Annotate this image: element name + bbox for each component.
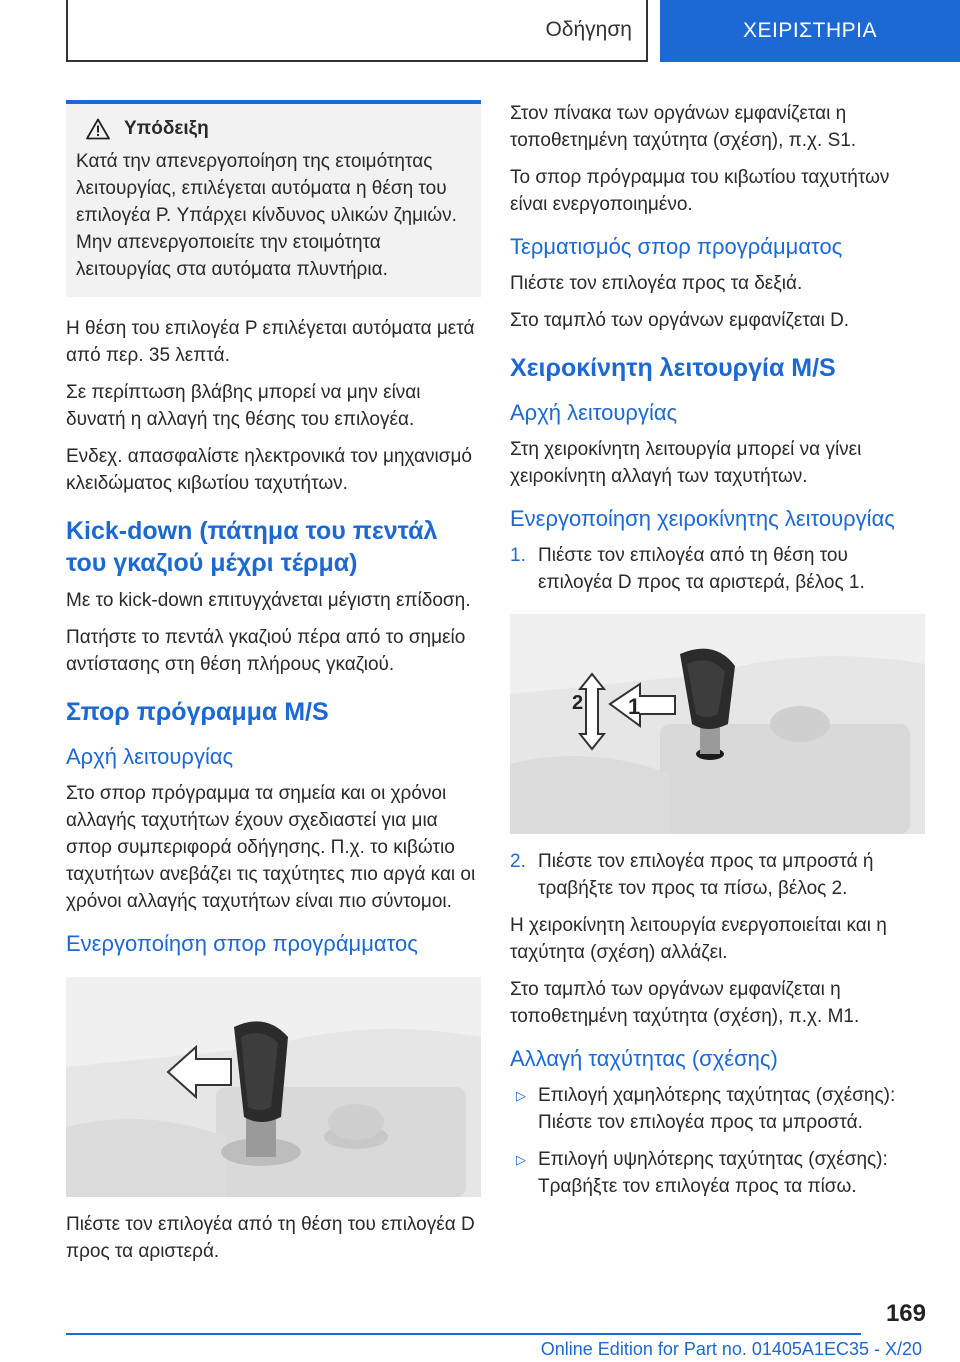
page-number: 169 [885,1300,926,1327]
step-text: Πιέστε τον επιλογέα από τη θέση του επιλογέα D προς τα αριστερά, βέλος 1. [538,545,865,593]
warning-text: Κατά την απενεργοποίηση της ετοιμότητας λειτουργίας, επιλέγεται αυτόματα η θέση του επιλογέα P. Υπάρχει κίνδυνος υλικών ζημιών. Μην απενεργοποιείτε την ετοιμότητα λειτουργίας στα αυτόματα πλυντήρια. [76,151,457,280]
paragraph: Στη χειροκίνητη λειτουργία μπορεί να γίνει χειροκίνητη αλλαγή των ταχυτήτων. [510,439,862,487]
paragraph: Σε περίπτωση βλάβης μπορεί να μην είναι δυνατή η αλλαγή της θέσης του επιλογέα. [66,382,421,430]
list-item [510,1146,925,1200]
bullet-text: Επιλογή χαμηλότερης ταχύτητας (σχέσης): Πιέστε τον επιλογέα προς τα μπροστά. [538,1085,896,1133]
subheading-principle: Αρχή λειτουργίας [510,400,678,425]
warning-triangle-icon [86,118,110,140]
subheading-activate-sport: Ενεργοποίηση σπορ προγράμματος [66,931,418,956]
paragraph: Πατήστε το πεντάλ γκαζιού πέρα από το σημείο αντίστασης στη θέση πλήρους γκαζιού. [66,627,466,675]
bullet-text: Επιλογή υψηλότερης ταχύτητας (σχέσης): Τραβήξτε τον επιλογέα προς τα πίσω. [538,1149,888,1197]
gear-selector-right-photo [510,614,925,834]
paragraph: Η θέση του επιλογέα P επιλέγεται αυτόματα μετά από περ. 35 λεπτά. [66,318,475,366]
heading-kickdown: Kick-down (πάτημα του πεντάλ του γκαζιού μέχρι τέρμα) [66,517,438,577]
paragraph: Πιέστε τον επιλογέα προς τα δεξιά. [510,273,803,294]
list-item [510,848,925,902]
triangle-bullet-icon: ▷ [516,1152,526,1167]
header-section-title: Οδήγηση [545,18,632,41]
arrow-label-2: 2 [572,692,584,714]
paragraph: Στο ταμπλό των οργάνων εμφανίζεται η τοποθετημένη ταχύτητα (σχέση), π.χ. M1. [510,979,860,1027]
subheading-gear-change: Αλλαγή ταχύτητας (σχέσης) [510,1046,778,1071]
subheading-activate-manual: Ενεργοποίηση χειροκίνητης λειτουργίας [510,506,895,531]
list-item [510,542,925,596]
warning-title: Υπόδειξη [124,118,209,139]
left-column [66,100,481,1275]
list-item [510,1082,925,1136]
header-chapter-title: ΧΕΙΡΙΣΤΗΡΙΑ [742,19,877,42]
subheading-end-sport: Τερματισμός σπορ προγράμματος [510,234,843,259]
heading-manual-mode: Χειροκίνητη λειτουργία M/S [510,354,836,382]
step-text: Πιέστε τον επιλογέα προς τα μπροστά ή τραβήξτε τον προς τα πίσω, βέλος 2. [538,851,874,899]
heading-sport-program: Σπορ πρόγραμμα M/S [66,698,329,726]
header-chapter [660,0,960,62]
paragraph: Πιέστε τον επιλογέα από τη θέση του επιλογέα D προς τα αριστερά. [66,1214,475,1262]
paragraph: Το σπορ πρόγραμμα του κιβωτίου ταχυτήτων είναι ενεργοποιημένο. [510,167,890,215]
paragraph: Η χειροκίνητη λειτουργία ενεργοποιείται και η ταχύτητα (σχέση) αλλάζει. [510,915,887,963]
subheading-principle: Αρχή λειτουργίας [66,744,234,769]
warning-header [86,118,469,140]
paragraph: Στο σπορ πρόγραμμα τα σημεία και οι χρόνοι αλλαγής ταχυτήτων έχουν σχεδιαστεί για μια σπορ συμπεριφορά οδήγησης. Π.χ. το κιβώτιο ταχυτήτων ανεβάζει τις ταχύτητες πιο αργά και οι χρόνοι αλλαγής ταχυτήτων είναι πιο σύντομοι. [66,783,476,912]
steps-list [510,848,925,902]
right-column [510,100,925,1210]
steps-list [510,542,925,596]
footer-edition: Online Edition for Part no. 01405A1EC35 - X/20 [540,1339,922,1359]
triangle-bullet-icon: ▷ [516,1088,526,1103]
paragraph: Ενδεχ. απασφαλίστε ηλεκτρονικά τον μηχανισμό κλειδώματος κιβωτίου ταχυτήτων. [66,446,472,494]
warning-box [66,100,481,297]
footer-divider [66,1333,861,1335]
paragraph: Στο ταμπλό των οργάνων εμφανίζεται D. [510,310,850,331]
gear-selector-left-photo [66,977,481,1197]
header-section [66,0,648,62]
paragraph: Με το kick-down επιτυγχάνεται μέγιστη επίδοση. [66,590,471,611]
arrow-label-1: 1 [628,694,641,719]
step-number: 2. [510,851,526,872]
paragraph: Στον πίνακα των οργάνων εμφανίζεται η τοποθετημένη ταχύτητα (σχέση), π.χ. S1. [510,103,857,151]
step-number: 1. [510,545,526,566]
